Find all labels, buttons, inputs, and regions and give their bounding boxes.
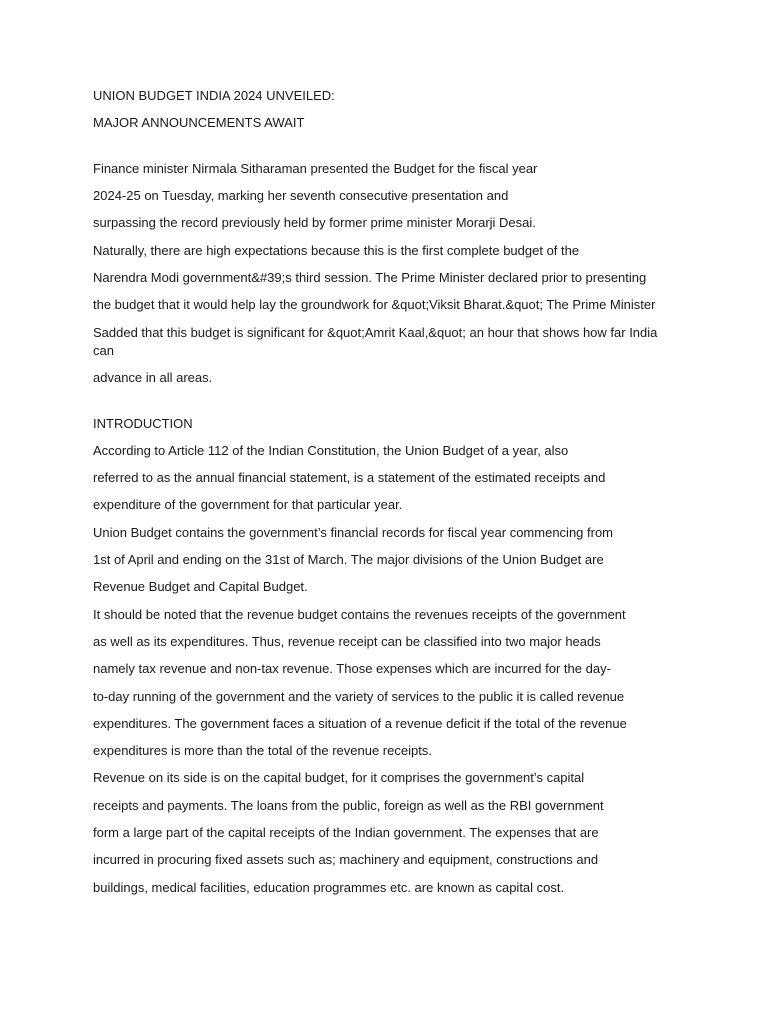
body-line: as well as its expenditures. Thus, revenue receipt can be classified into two major heads xyxy=(93,633,601,649)
body-line: According to Article 112 of the Indian Constitution, the Union Budget of a year, also xyxy=(93,442,569,458)
spacer xyxy=(93,396,678,414)
body-line: referred to as the annual financial statement, is a statement of the estimated receipts and xyxy=(93,470,606,486)
body-line: Union Budget contains the government’s financial records for fiscal year commencing from xyxy=(93,524,614,540)
body-line: It should be noted that the revenue budget contains the revenues receipts of the government xyxy=(93,606,626,622)
body-line: Naturally, there are high expectations because this is the first complete budget of the xyxy=(93,242,580,258)
body-line: Narendra Modi government&#39;s third session. The Prime Minister declared prior to presenting xyxy=(93,270,647,286)
body-line: surpassing the record previously held by former prime minister Morarji Desai. xyxy=(93,215,536,231)
body-line: the budget that it would help lay the groundwork for &quot;Viksit Bharat.&quot; The Prime Minister xyxy=(93,297,656,313)
body-line: namely tax revenue and non-tax revenue. Those expenses which are incurred for the day- xyxy=(93,661,611,677)
body-line: receipts and payments. The loans from the public, foreign as well as the RBI government xyxy=(93,797,604,813)
body-line: incurred in procuring fixed assets such as; machinery and equipment, constructions and xyxy=(93,852,599,868)
body-line: form a large part of the capital receipts of the Indian government. The expenses that are xyxy=(93,825,599,841)
body-line: to-day running of the government and the variety of services to the public it is called revenue xyxy=(93,688,625,704)
document-content xyxy=(93,87,678,906)
body-line: expenditure of the government for that particular year. xyxy=(93,497,403,513)
body-line: buildings, medical facilities, education programmes etc. are known as capital cost. xyxy=(93,879,565,895)
body-line: Revenue on its side is on the capital budget, for it comprises the government’s capital xyxy=(93,770,585,786)
body-line: expenditures is more than the total of the revenue receipts. xyxy=(93,743,432,759)
title-line: UNION BUDGET INDIA 2024 UNVEILED: xyxy=(93,88,335,103)
spacer xyxy=(93,142,678,160)
title-line: MAJOR ANNOUNCEMENTS AWAIT xyxy=(93,115,305,131)
body-line: expenditures. The government faces a situation of a revenue deficit if the total of the revenue xyxy=(93,715,627,731)
body-line: 2024-25 on Tuesday, marking her seventh consecutive presentation and xyxy=(93,188,509,204)
body-line: Sadded that this budget is significant for &quot;Amrit Kaal,&quot; an hour that shows how far India can xyxy=(93,324,658,358)
section-heading: INTRODUCTION xyxy=(93,415,193,431)
body-line: Finance minister Nirmala Sitharaman presented the Budget for the fiscal year xyxy=(93,160,538,176)
body-line: advance in all areas. xyxy=(93,369,213,385)
body-line: Revenue Budget and Capital Budget. xyxy=(93,579,308,595)
body-line: 1st of April and ending on the 31st of March. The major divisions of the Union Budget are xyxy=(93,552,604,568)
